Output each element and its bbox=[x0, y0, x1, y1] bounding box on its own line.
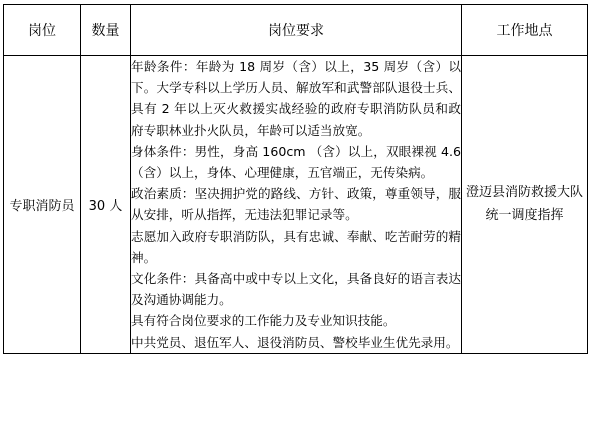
requirement-political: 政治素质：坚决拥护党的路线、方针、政策，尊重领导，服从安排，听从指挥，无违法犯罪记录等。 bbox=[131, 186, 461, 223]
requirement-physical: 身体条件：男性，身高 160cm （含）以上，双眼裸视 4.6（含）以上，身体、心理健康，五官端正，无传染病。 bbox=[131, 143, 461, 181]
requirement-priority: 中共党员、退伍军人、退役消防员、警校毕业生优先录用。 bbox=[131, 334, 459, 350]
requirement-education: 文化条件：具备高中或中专以上文化，具备良好的语言表达及沟通协调能力。 bbox=[131, 271, 461, 308]
requirement-skills: 具有符合岗位要求的工作能力及专业知识技能。 bbox=[131, 313, 396, 329]
requirement-age: 年龄条件：年龄为 18 周岁（含）以上，35 周岁（含）以下。大学专科以上学历人员、解放军和武警部队退役士兵、具有 2 年以上灭火救援实战经验的政府专职消防队员和政府专职林业扑火队员，年龄可以适当放宽。 bbox=[131, 59, 461, 138]
table-header-row bbox=[4, 5, 588, 56]
header-requirements: 岗位要求 bbox=[131, 5, 462, 56]
header-position: 岗位 bbox=[4, 5, 81, 56]
requirements-cell bbox=[131, 56, 462, 354]
location-cell: 澄迈县消防救援大队统一调度指挥 bbox=[462, 56, 588, 354]
job-requirements-table bbox=[3, 4, 588, 354]
table-row bbox=[4, 56, 588, 354]
requirement-volunteer: 志愿加入政府专职消防队，具有忠诚、奉献、吃苦耐劳的精神。 bbox=[131, 228, 461, 265]
header-quantity: 数量 bbox=[81, 5, 131, 56]
quantity-cell: 30 人 bbox=[81, 56, 131, 354]
position-cell: 专职消防员 bbox=[4, 56, 81, 354]
header-location: 工作地点 bbox=[462, 5, 588, 56]
